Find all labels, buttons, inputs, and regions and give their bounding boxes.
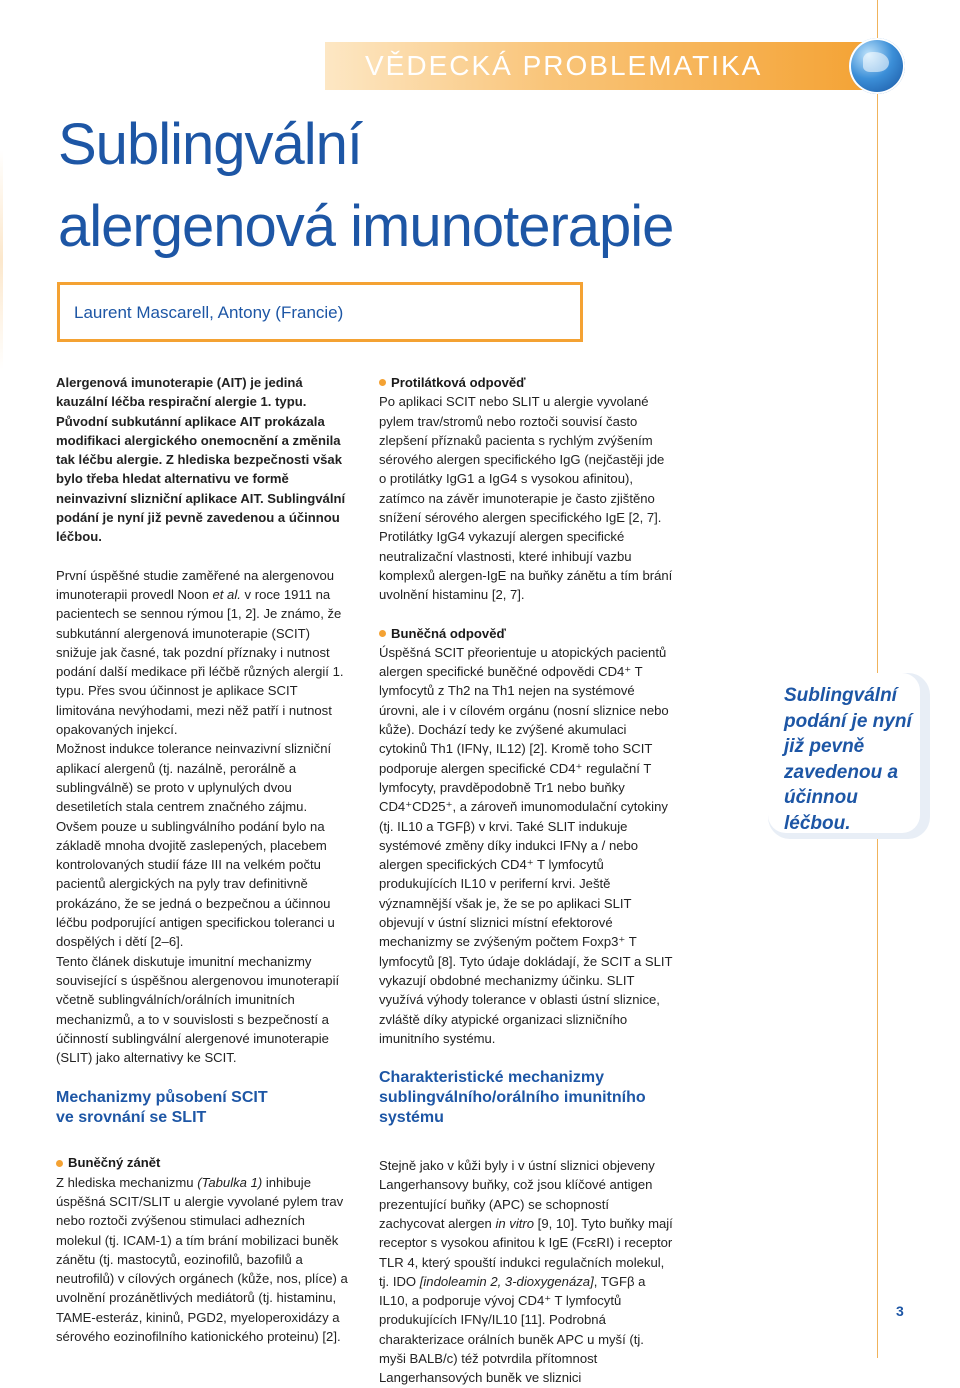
page-number: 3 <box>896 1303 904 1319</box>
bullet-heading: Buněčná odpověď <box>379 624 673 643</box>
pull-quote-text: Sublingvální podání je nyní již pevně zavedenou a účinnou léčbou. <box>784 685 912 834</box>
title-line-1: Sublingvální <box>58 112 362 177</box>
pull-quote-box <box>768 673 930 839</box>
right-column <box>379 373 673 1388</box>
section-heading: Charakteristické mechanizmy sublingválního/orálního imunitního systému <box>379 1069 646 1127</box>
author-line: Laurent Mascarell, Antony (Francie) <box>74 303 344 322</box>
section-label: VĚDECKÁ PROBLEMATIKA <box>365 50 763 81</box>
body-paragraph: Tento článek diskutuje imunitní mechanizmy související s úspěšnou alergenovou imunoterapií včetně sublingválních/orálních imunitních mechanizmů, a to v souvislosti s bezpečností a účinností sublingvální alergenové imunoterapie (SLIT) jako alternativy ke SCIT. <box>56 953 340 1066</box>
bullet-heading: Buněčný zánět <box>56 1153 350 1172</box>
section-heading: Mechanizmy působení SCIT ve srovnání se SLIT <box>56 1089 268 1127</box>
bullet-icon <box>379 630 386 637</box>
body-paragraph: První úspěšné studie zaměřené na alergenovou imunoterapii provedl Noon et al. v roce 1911 na pacientech se sennou rýmou [1, 2]. Je známo, že subkutánní alergenová imunoterapie (SCIT) snižuje jak časné, tak pozdní příznaky i nutnost podání další medikace při léčbě různých alergií 1. typu. Přes svou účinnost je aplikace SCIT limitována nevýhodami, mezi něž patří i nutnost opakovaných injekcí. <box>56 567 344 738</box>
article-title <box>58 104 673 268</box>
left-column <box>56 373 350 1346</box>
globe-icon <box>849 38 905 94</box>
bullet-icon <box>379 379 386 386</box>
body-paragraph: Úspěšná SCIT přeorientuje u atopických pacientů alergen specifické buněčné odpovědi CD4⁺ T lymfocytů z Th2 na Th1 nejen na systémové úrovni, ale i v cílovém orgánu (nosní sliznice nebo kůže). Dochází tedy ke zvýšené akumulaci cytokinů Th1 (IFNγ, IL12) [2]. Kromě toho SCIT podporuje alergen specifické CD4⁺ regulační T lymfocyty, pravděpodobně Tr1 nebo buňky CD4⁺CD25⁺, a zároveň imunomodulační cytokiny (tj. IL10 a TGFβ) v krvi. Také SLIT indukuje systémové změny díky indukci IFNγ a / nebo alergen specifických CD4⁺ T lymfocytů produkujících IL10 v periferní krvi. Ještě významnější však je, že se po aplikaci SLIT objevují v ústní sliznici místní efektorové mechanizmy se zvýšeným počtem Foxp3⁺ T lymfocytů [8]. Tyto údaje dokládají, že SCIT a SLIT vykazují obdobné mechanizmy účinku. SLIT využívá výhody tolerance v oblasti ústní sliznice, zvláště díky atypické organizaci slizničního imunitního systému. <box>379 644 673 1046</box>
bullet-heading: Protilátková odpověď <box>379 373 673 392</box>
bullet-icon <box>56 1160 63 1167</box>
body-paragraph: Možnost indukce tolerance neinvazivní slizniční aplikací alergenů (tj. nazálně, perorálně a sublingválně) se proto v uplynulých dvou desetiletích stala centrem značného zájmu. Ovšem pouze u sublingválního podání bylo na základě mnoha dvojitě zaslepených, placebem kontrolovaných studií fáze III na velkém počtu pacientů alergických na pyly trav definitivně prokázáno, že se jedná o bezpečnou a účinnou léčbu podporující antigen specifickou toleranci u dospělých i dětí [2–6]. <box>56 741 335 950</box>
author-box <box>57 282 583 342</box>
body-paragraph: Z hlediska mechanizmu (Tabulka 1) inhibuje úspěšná SCIT/SLIT u alergie vyvolané pylem trav nebo roztoči zvýšenou stimulaci adhezních molekul (tj. ICAM-1) a tím brání mobilizaci buněk zánětu (tj. mastocytů, eozinofilů, bazofilů a neutrofilů) v cílových orgánech (kůže, nos, plíce) a uvolnění prozánětlivých mediátorů (tj. histaminu, TAME-esteráz, kininů, PGD2, myeloperoxidázy a sérového eozinofilního kationického proteinu) [2]. <box>56 1174 348 1345</box>
margin-fade <box>0 150 3 370</box>
lead-paragraph: Alergenová imunoterapie (AIT) je jediná kauzální léčba respirační alergie 1. typu. Původní subkutánní aplikace AIT prokázala modifikaci alergického onemocnění a změnila tak léčbu alergie. Z hlediska bezpečnosti však bylo třeba hledat alternativu ve formě neinvazivní slizniční aplikace AIT. Sublingvální podání je nyní již pevně zavedenou a účinnou léčbou. <box>56 375 346 545</box>
body-paragraph: Po aplikaci SCIT nebo SLIT u alergie vyvolané pylem trav/stromů nebo roztoči souvisí často zlepšení příznaků pacienta s rychlým zvýšením sérového alergen specifického IgG (nejčastěji jde o protilátky IgG1 a IgG4 s vysokou afinitou), zatímco na závěr imunoterapie je často zjištěno snížení sérového alergen specifického IgE [2, 7]. Protilátky IgG4 vykazují alergen specifické neutralizační vlastnosti, které inhibují vazbu komplexů alergen-IgE na buňky zánětu a tím brání uvolnění histaminu [2, 7]. <box>379 394 673 603</box>
title-line-2: alergenová imunoterapie <box>58 194 674 259</box>
body-paragraph: Stejně jako v kůži byly i v ústní sliznici objeveny Langerhansovy buňky, což jsou klíčové antigen prezentující buňky (APC) se schopností zachycovat alergen in vitro [9, 10]. Tyto buňky mají receptor s vysokou afinitou k IgE (FcεRI) i receptor TLR 4, který spouští indukci regulačních molekul, tj. IDO [indoleamin 2, 3-dioxygenáza], TGFβ a IL10, a podporuje vývoj CD4⁺ T lymfocytů produkujících IFNγ/IL10 [11]. Podrobná charakterizace orálních buněk APC u myší (tj. myši BALB/c) též potvrdila přítomnost Langerhansových buněk ve sliznici <box>379 1158 673 1386</box>
